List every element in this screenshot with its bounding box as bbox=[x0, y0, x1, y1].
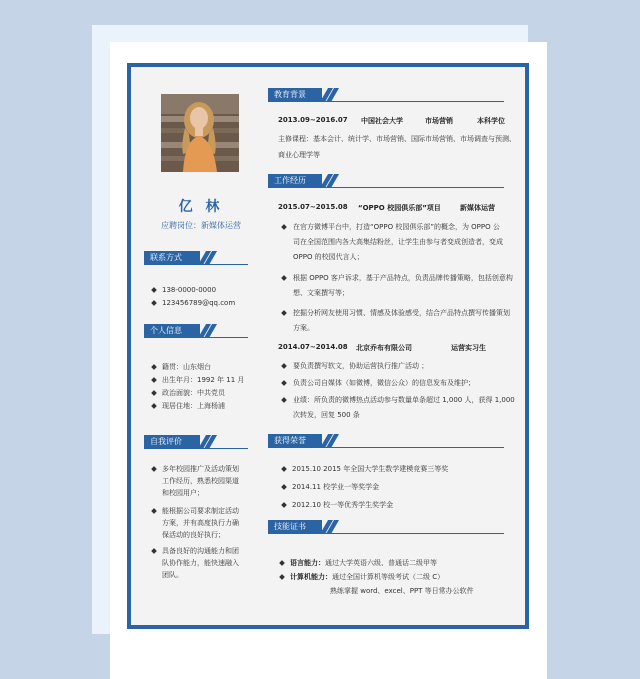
skill-computer-extra: 熟练掌握 word、excel、PPT 等日常办公软件 bbox=[330, 587, 474, 595]
edu-major: 市场营销 bbox=[425, 117, 453, 125]
job2-line: 业绩：所负责的微博热点活动参与数量单条超过 1,000 人，获得 1,000 bbox=[293, 396, 515, 404]
personal-text: 出生年月：1992 年 11 月 bbox=[162, 376, 245, 384]
personal-section-header bbox=[144, 324, 248, 338]
personal-item bbox=[152, 401, 225, 411]
comp-value: 通过全国计算机等级考试（二级 C） bbox=[332, 573, 445, 581]
work-section-header bbox=[268, 174, 504, 188]
personal-item bbox=[152, 388, 225, 398]
awards-section-header bbox=[268, 434, 504, 448]
self-eval-line: 具备良好的沟通能力和团 bbox=[162, 547, 239, 555]
job1-line: 方案。 bbox=[293, 324, 314, 332]
self-eval-line: 多年校园推广及活动策划 bbox=[162, 465, 239, 473]
personal-text: 政治面貌：中共党员 bbox=[162, 389, 225, 397]
self-eval-line: 团队。 bbox=[162, 571, 183, 579]
award-item bbox=[282, 500, 393, 510]
education-section-header bbox=[268, 88, 504, 102]
edu-courses bbox=[278, 131, 518, 163]
self-eval-line: 方案，并有高度执行力确 bbox=[162, 519, 239, 527]
job2-item bbox=[282, 393, 522, 423]
contact-phone bbox=[152, 286, 216, 294]
work-title: 工作经历 bbox=[268, 174, 322, 188]
edu-degree: 本科学位 bbox=[477, 117, 505, 125]
job2-company: 北京乔布有限公司 bbox=[356, 344, 412, 352]
bullet-icon bbox=[151, 403, 157, 409]
tag-line bbox=[268, 187, 504, 188]
tag-line bbox=[268, 101, 504, 102]
awards-title: 获得荣誉 bbox=[268, 434, 322, 448]
email-text: 123456789@qq.com bbox=[162, 299, 236, 307]
bullet-icon bbox=[151, 300, 157, 306]
bullet-icon bbox=[281, 484, 287, 490]
contact-title: 联系方式 bbox=[144, 251, 200, 265]
lang-value: 通过大学英语六级、普通话二级甲等 bbox=[325, 559, 437, 567]
job-target: 应聘岗位：新媒体运营 bbox=[161, 221, 241, 230]
self-eval-item bbox=[152, 545, 252, 581]
personal-item bbox=[152, 362, 211, 372]
bullet-icon bbox=[281, 466, 287, 472]
personal-text: 籍贯：山东烟台 bbox=[162, 363, 211, 371]
job1-line: 司在全国范围内各大高集结粉丝，让学生由参与者变成创造者，变成 bbox=[293, 238, 503, 246]
bullet-icon bbox=[281, 502, 287, 508]
job1-item bbox=[282, 271, 522, 301]
self-eval-line: 能根据公司要求制定活动 bbox=[162, 507, 239, 515]
self-eval-item bbox=[152, 463, 252, 499]
self-eval-line: 保活动的良好执行； bbox=[162, 531, 225, 539]
bullet-icon bbox=[151, 287, 157, 293]
comp-label: 计算机能力： bbox=[290, 573, 332, 581]
job1-project: “OPPO 校园俱乐部”项目 bbox=[358, 204, 441, 212]
candidate-name: 亿 林 bbox=[178, 199, 224, 215]
job2-line: 要负责撰写软文，协助运营执行推广活动 ； bbox=[293, 362, 429, 370]
award-text: 2012.10 校一等优秀学生奖学金 bbox=[292, 501, 394, 509]
job1-line: 想、文案撰写等； bbox=[293, 289, 349, 297]
award-text: 2014.11 校学业一等奖学金 bbox=[292, 483, 380, 491]
personal-text: 现居住地：上海杨浦 bbox=[162, 402, 225, 410]
job2-item bbox=[282, 376, 522, 391]
job1-line: 挖掘分析网友使用习惯、情感及体验感受，结合产品特点撰写传播策划 bbox=[293, 309, 510, 317]
award-text: 2015.10 2015 年全国大学生数学建模竞赛三等奖 bbox=[292, 465, 449, 473]
award-item bbox=[282, 464, 448, 474]
contact-section-header bbox=[144, 251, 248, 265]
job2-role: 运营实习生 bbox=[451, 344, 486, 352]
bullet-icon bbox=[279, 560, 285, 566]
job1-item bbox=[282, 220, 522, 265]
lang-label: 语言能力： bbox=[290, 559, 325, 567]
self-eval-section-header bbox=[144, 435, 248, 449]
course-line: 商业心理学等 bbox=[278, 151, 320, 159]
job1-line: 在官方微博平台中，打造“OPPO 校园俱乐部”的概念，为 OPPO 公 bbox=[293, 223, 500, 231]
award-item bbox=[282, 482, 379, 492]
self-eval-line: 和校园用户； bbox=[162, 489, 204, 497]
job2-line: 次转发，回复 500 条 bbox=[293, 411, 360, 419]
job2-item bbox=[282, 359, 522, 374]
tag-line bbox=[144, 337, 248, 338]
skills-section-header bbox=[268, 520, 504, 534]
self-eval-line: 队协作能力，能快速融入 bbox=[162, 559, 239, 567]
skill-language bbox=[280, 558, 437, 568]
job1-period: 2015.07~2015.08 bbox=[278, 203, 348, 211]
job1-role: 新媒体运营 bbox=[460, 204, 495, 212]
skill-computer bbox=[280, 572, 444, 582]
edu-school: 中国社会大学 bbox=[361, 117, 403, 125]
profile-photo bbox=[161, 94, 239, 172]
self-eval-title: 自我评价 bbox=[144, 435, 200, 449]
contact-email bbox=[152, 299, 235, 307]
job1-line: 根据 OPPO 客户诉求，基于产品特点，负责品牌传播策略，包括创意构 bbox=[293, 274, 513, 282]
personal-title: 个人信息 bbox=[144, 324, 200, 338]
bullet-icon bbox=[151, 390, 157, 396]
job2-line: 负责公司自媒体（如微博，微信公众）的信息发布及维护； bbox=[293, 379, 475, 387]
education-title: 教育背景 bbox=[268, 88, 322, 102]
tag-line bbox=[144, 264, 248, 265]
job2-period: 2014.07~2014.08 bbox=[278, 343, 348, 351]
tag-line bbox=[144, 448, 248, 449]
self-eval-line: 工作经历，熟悉校园渠道 bbox=[162, 477, 239, 485]
bullet-icon bbox=[151, 364, 157, 370]
personal-item bbox=[152, 375, 244, 385]
skills-title: 技能证书 bbox=[268, 520, 322, 534]
job1-item bbox=[282, 306, 522, 336]
course-line: 主修课程：基本会计、统计学、市场营销、国际市场营销、市场调查与预测、 bbox=[278, 135, 516, 143]
tag-line bbox=[268, 447, 504, 448]
phone-text: 138-0000-0000 bbox=[162, 286, 217, 294]
self-eval-item bbox=[152, 505, 252, 541]
tag-line bbox=[268, 533, 504, 534]
bullet-icon bbox=[151, 377, 157, 383]
edu-period: 2013.09~2016.07 bbox=[278, 116, 348, 124]
bullet-icon bbox=[279, 574, 285, 580]
job1-line: OPPO 的校园代言人； bbox=[293, 253, 364, 261]
